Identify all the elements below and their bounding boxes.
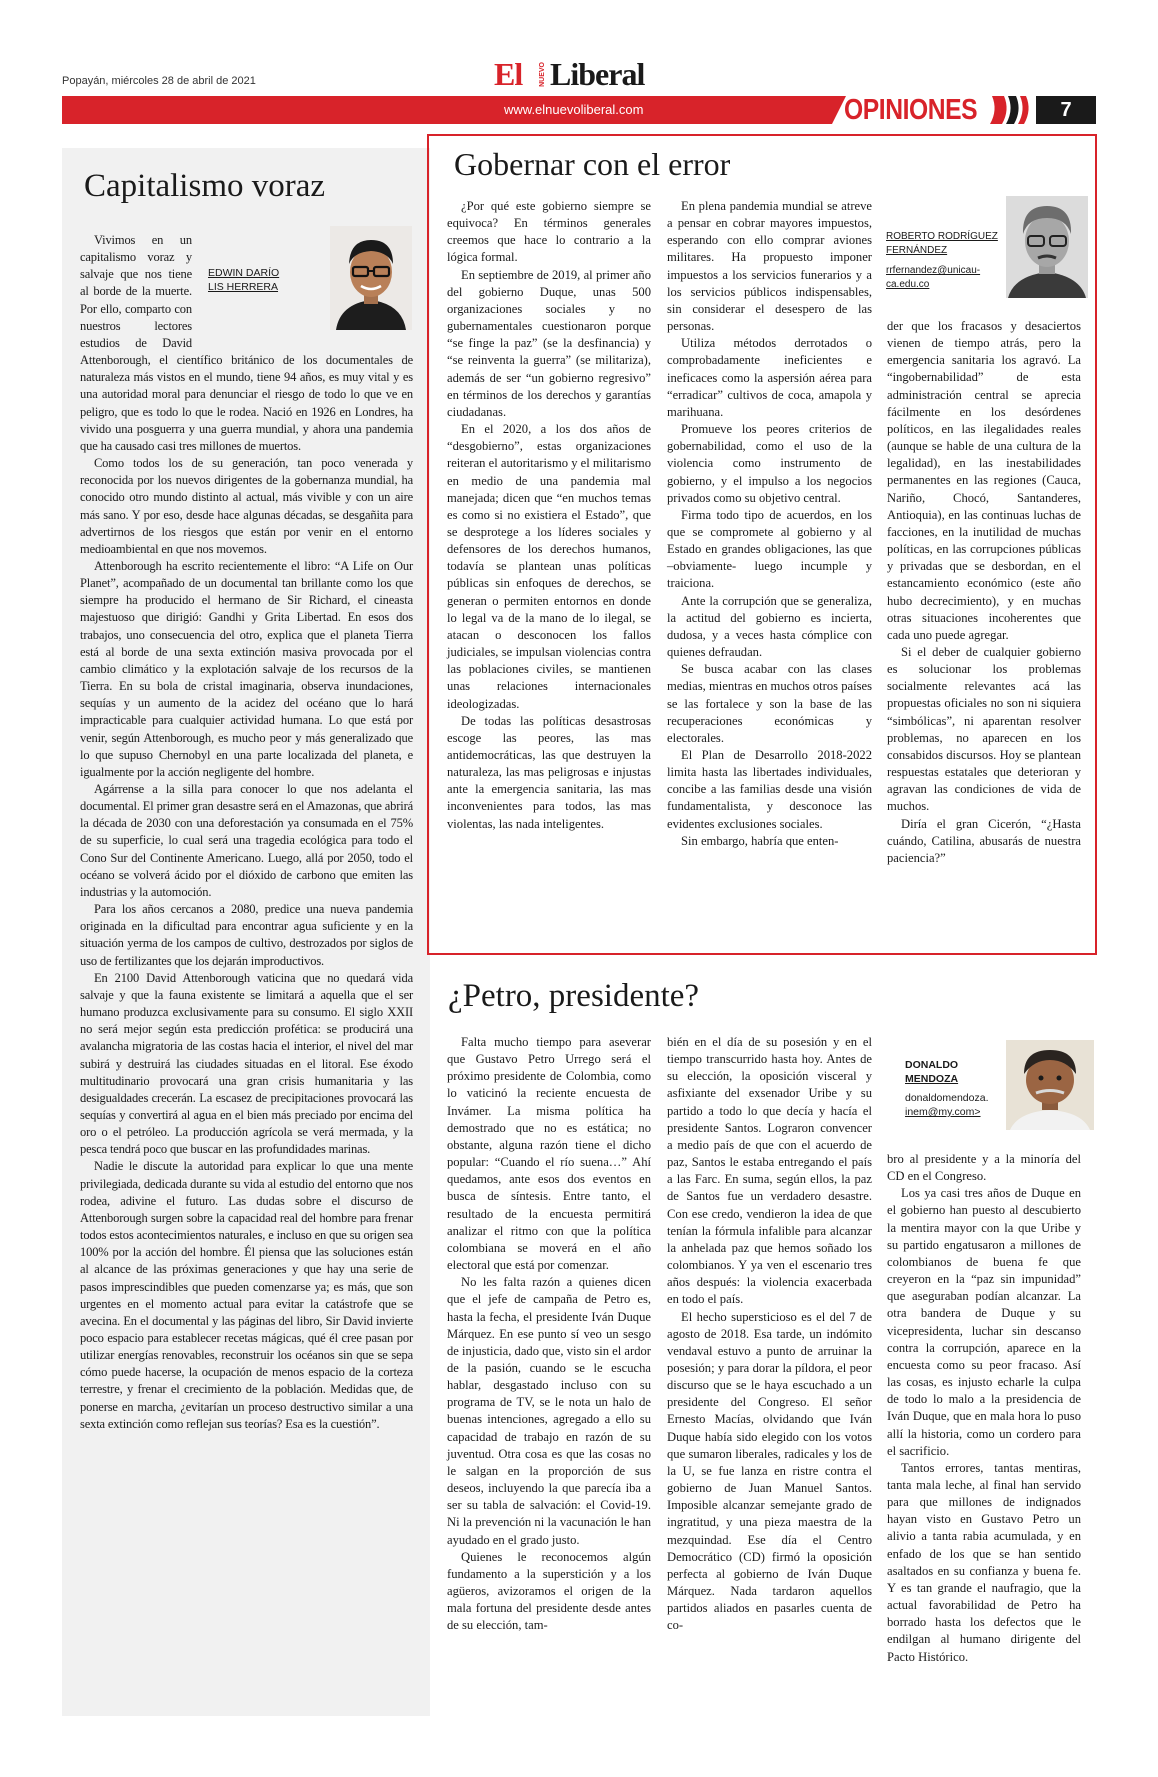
paragraph: El hecho supersticioso es el del 7 de agosto de 2018. Esa tarde, un indómito vendaval estuvo a punto de arruinar la posesión; y para dorar la píldora, el peor discurso que se le haya escuchado a un presidente del Congreso. El señor Ernesto Macías, olvidando que Iván Duque había sido elegido con los votos que sumaron liberales, radicales y los de la U, se fue lanza en ristre contra el gobierno de Juan Manuel Santos. Imposible alcanzar semejante grado de ingratitud, y una pieza maestra de la mezquindad. Ese día el Centro Democrático (CD) firmó la oposición perfecta al gobierno de Iván Duque Márquez. Nada tardaron aquellos partidos aliados en pasarles cuenta de co-	[667, 1309, 872, 1633]
paragraph: Falta mucho tiempo para aseverar que Gustavo Petro Urrego será el próximo presidente de Colombia, como lo vaticinó la reciente encuesta de Invámer. La misma política ha demostrado que no es estática; no obstante, alguna razón tiene el dicho popular: “Cuando el río suena…” Ahí quedamos, ante esos dos eventos en busca de síntesis. Entre tanto, el resultado de la encuesta permitirá analizar el ritmo con que la política colombiana se moverá en el año electoral que está por comenzar.	[447, 1035, 651, 1273]
author-email-line1[interactable]: rrfernandez@unicau-	[886, 265, 981, 276]
paragraph: Como todos los de su generación, tan poco venerada y reconocida por los nuevos dirigentes de la gobernanza mundial, ha conocido otro mundo distinto al actual, más vivible y con un aire más sano. Y por eso, desde hace algunas décadas, se desgañita para advertirnos de los riesgos que están por venir en el entorno medioambiental en que nos movemos.	[80, 456, 413, 556]
author-email-line1[interactable]: donaldomendoza.	[905, 1092, 989, 1104]
article-text	[80, 232, 413, 1433]
paragraph: Diría el gran Cicerón, “¿Hasta cuándo, Catilina, abusarás de nuestra paciencia?”	[887, 816, 1081, 865]
article-column-2	[667, 1034, 872, 1634]
author-email-line2[interactable]: inem@my.com>	[905, 1106, 981, 1118]
paragraph: Agárrense a la silla para conocer lo que nos adelanta el documental. El primer gran desastre será en el Amazonas, que abrirá la década de 2030 con una deforestación ya consumada en el 75% de su superficie, lo cual será una tragedia ecológica para todo el Cono Sur del Continente Americano. Luego, allá por 2050, todo el océano se volverá ácido por el dióxido de carbono que emiten las industrias y la automoción.	[80, 782, 413, 899]
author-name-line1: ROBERTO RODRÍGUEZ	[886, 231, 998, 242]
paragraph: En el 2020, a los dos años de “desgobierno”, estas organizaciones reiteran el autoritarismo y el militarismo en medio de una pandemia mal manejada; dicen que “en muchos temas es como si no existiera el Estado”, que se desprotege a los líderes sociales y defensores de los derechos humanos, todavía se plantean unas políticas públicas sin enfoques de derechos, se generan o permiten entornos en donde lo legal va de la mano de lo ilegal, se atacan o desconocen los fallos judiciales, se impulsan violencias contra las poblaciones civiles, se mantienen unas relaciones internacionales ideologizadas.	[447, 422, 651, 711]
paragraph: Sin embargo, habría que enten-	[681, 833, 839, 848]
article-title: Capitalismo voraz	[84, 168, 326, 204]
author-byline	[886, 230, 998, 292]
paragraph: Attenborough ha escrito recientemente el libro: “A Life on Our Planet”, acompañado de un documental tan brillante como los que siempre ha producido el hermano de Sir Richard, el cineasta majestuoso que dirigió: Gandhi y Grita Libertad. En esos dos trabajos, uno consecuencia del otro, explica que el planeta Tierra está al borde de una sexta extinción masiva provocada por el cambio climático y la explotación salvaje de los recursos de la Tierra. En su bola de cristal imaginaria, observa inundaciones, sequías y un aumento de la acidez del océano que lo hará impracticable para cualquier actividad humana. Lo que está por venir, según Attenborough, es mucho peor y más generalizado que lo que supuso Chernobyl en una parte localizada del planeta, e igualmente por la acción negligente del hombre.	[80, 558, 413, 779]
section-swoosh-icon	[990, 96, 1034, 124]
logo-nuevo: NUEVO	[539, 62, 546, 87]
section-title: OPINIONES	[844, 94, 978, 126]
paragraph: Si el deber de cualquier gobierno es solucionar los problemas socialmente relevantes acá las propuestas oficiales no son ni siquiera “simbólicas”, ni aparentan resolver problemas, no aparecen en los consabidos discursos. Hoy se plantean respuestas estatales que deterioran y agravan las condiciones de vida de muchos.	[887, 644, 1081, 814]
article-title: Gobernar con el error	[454, 146, 731, 182]
paragraph: Los ya casi tres años de Duque en el gobierno han puesto al descubierto la mentira mayor con la que Uribe y su partido engatusaron a millones de colombianos de buena fe que creyeron en la “paz sin impunidad” que aseguraban podían alcanzar. La otra bandera de Duque y su vicepresidenta, luchar sin descanso contra la corrupción, aparece en la encuesta como su peor fracaso. Así las cosas, es injusto echarle la culpa de todo lo malo a la presidencia de Iván Duque, que en mala hora lo puso allí la historia, como un cordero para el sacrificio.	[887, 1186, 1081, 1458]
article-column-2	[667, 198, 872, 850]
paragraph: Promueve los peores criterios de gobernabilidad, como el uso de la violencia como instrumento de gobierno, y el impulso a los negocios privados como su objetivo central.	[667, 422, 872, 505]
author-name-line1: DONALDO	[905, 1059, 959, 1071]
article-body	[80, 232, 413, 1433]
paragraph: En septiembre de 2019, al primer año del gobierno Duque, unas 500 organizaciones sociales y no gubernamentales cuestionaron porque “se finge la paz” (se la desfinancia) y “se reinventa la guerra” (se militariza), además de ser “un gobierno regresivo” en términos de los derechos y garantías ciudadanas.	[447, 267, 651, 419]
article-column-1	[447, 1034, 651, 1634]
author-photo-icon	[1006, 196, 1088, 298]
logo-el: El	[494, 56, 523, 92]
logo-liberal: Liberal	[550, 56, 645, 92]
article-column-3	[887, 318, 1081, 867]
paragraph: En plena pandemia mundial se atreve a pensar en cobrar mayores impuestos, esperando con ello comprar aviones militares. Ha propuesto imponer impuestos a los servicios funerarios y a los servicios públicos indispensables, sin considerar el desespero de las personas.	[667, 199, 872, 334]
author-name-line2: FERNÁNDEZ	[886, 245, 948, 256]
paragraph: Firma todo tipo de acuerdos, en los que se compromete al gobierno y al Estado en grandes obligaciones, las que –obviamente- luego incumple y traiciona.	[667, 507, 872, 591]
article-title: ¿Petro, presidente?	[448, 978, 700, 1014]
paragraph: Vivimos en un capitalismo voraz y salvaje que nos tiene al borde de la muerte. Por ello, comparto con nuestros lectores estudios de David Attenborough, el científico británico de los documentales de naturaleza más vistos en el mundo, tiene 94 años, es muy vital y es una autoridad moral para denunciar el riesgo de todo lo que ve en peligro, que es todo lo que le rodea. Nació en 1926 en Londres, ha vivido una posguerra y una guerra mundial, y ahora una pandemia que ha causado casi tres millones de muertos.	[80, 233, 413, 453]
paragraph: ¿Por qué este gobierno siempre se equivoca? En términos generales creemos que hace lo contrario a la lógica formal.	[447, 199, 651, 265]
paragraph: der que los fracasos y desaciertos vienen de tiempo atrás, pero la emergencia sanitaria los agravó. La “ingobernabilidad” de esta administración central se aprecia fácilmente en los desórdenes políticos, en las ilegalidades reales (aunque se hable de una cultura de la legalidad), en las inestabilidades permanentes en las regiones (Cauca, Nariño, Chocó, Santanderes, Antioquia), en las continuas luchas de facciones, en la inutilidad de muchas políticas, en las corrupciones públicas y privadas que se desbordan, en el estancamiento económico (este año hubo decrecimiento), y en muchas otras situaciones incoherentes que cada uno puede agregar.	[887, 319, 1081, 642]
paragraph: El Plan de Desarrollo 2018-2022 limita hasta las libertades individuales, concibe a las familias desde una visión fundamentalista, y desconoce las evidentes exclusiones sociales.	[667, 748, 872, 831]
page-number: 7	[1036, 96, 1096, 124]
paragraph: No les falta razón a quienes dicen que el jefe de campaña de Petro es, hasta la fecha, el presidente Iván Duque Márquez. En ese punto sí veo un sesgo de injusticia, dado que, visto sin el ardor de la pasión, cuando se le escucha hablar, desgastado incluso con su programa de TV, se le nota un halo de buenas intenciones, agregado a ello su capacidad de trabajo en razón de su juventud. Otra cosa es que las cosas no le salgan en la proporción de sus deseos, incluyendo la que parecía iba a ser su tabla de salvación: el Covid-19. Ni la prevención ni la vacunación le han ayudado en el grado justo.	[447, 1275, 651, 1547]
author-email-line2[interactable]: ca.edu.co	[886, 279, 930, 290]
paragraph: Ante la corrupción que se generaliza, la actitud del gobierno es incierta, dudosa, y a veces hasta cómplice con quienes defraudan.	[667, 593, 872, 660]
paragraph: Tantos errores, tantas mentiras, tanta mala leche, al final han servido para que millones de indignados hayan visto en Gustavo Petro un alivio a tanta rabia acumulada, y en enfado de los que se han sentido asaltados en su confianza y buena fe. Y es tan grande el naufragio, que la actual favorabilidad de Petro ha borrado hasta los defectos que le endilgan al humano dirigente del Pacto Histórico.	[887, 1460, 1081, 1664]
paragraph: Se busca acabar con las clases medias, mientras en muchos otros países se las fortalece y son la base de las recuperaciones económicas y electorales.	[667, 662, 872, 745]
paragraph: bién en el día de su posesión y en el tiempo transcurrido hasta hoy. Antes de su elección, la oposición visceral y asfixiante del exsenador Uribe y su partido a todo lo que decía y hacía el presidente Santos. Lograron convencer a medio país de que con el acuerdo de paz, Santos le estaba entregando el país a las Farc. En suma, según ellos, la paz de Santos fue un verdadero desastre. Con ese credo, vendieron la idea de que tenían la fórmula infalible para alcanzar la anhelada paz que hemos soñado los colombianos. Y ya ven el escenario tres años después: la violencia exacerbada en todo el país.	[667, 1035, 872, 1307]
paragraph: Nadie le discute la autoridad para explicar lo que una mente privilegiada, dedicada durante su vida al estudio del entorno que nos rodea, adivine el futuro. Las dudas sobre el discurso de Attenborough surgen sobre la capacidad real del hombre para frenar todos estos acontecimientos naturales, e incluso en que su origen sea 100% por la acción del hombre. Él piensa que las soluciones están al alcance de las próximas generaciones y que hay una serie de pasos imprescindibles que pueden comenzarse ya; es más, que son urgentes en el momento actual para evitar la catástrofe que se avecina. En el documental y las páginas del libro, Sir David invierte poco espacio para establecer recetas mágicas, qué él cree pasan por utilizar energías renovables, reconstruir los océanos sin que se sepa cómo puede hacerse, la ocupación de menos espacio de la corteza terrestre, y frenar el crecimiento de la población. Medidas que, de ponerse en marcha, ¿evitarían un proceso destructivo similar a una sexta extinción como reflejan sus teorías? Esa es la cuestión”.	[80, 1159, 413, 1431]
paragraph: Utiliza métodos derrotados o comprobadamente ineficientes e ineficaces como la aspersión aérea para “erradicar” cultivos de coca, amapola y marihuana.	[667, 336, 872, 419]
issue-date: Popayán, miércoles 28 de abril de 2021	[62, 75, 256, 87]
author-name-line1: EDWIN DARÍO	[208, 267, 280, 279]
paragraph: De todas las políticas desastrosas escoge las peores, las mas antidemocráticas, las que destruyen la naturaleza, las mas peligrosas e injustas ante la emergencia sanitaria, las mas inconvenientes para todos, las mas violentas, las nada inteligentes.	[447, 713, 651, 831]
author-byline	[905, 1058, 988, 1119]
site-url[interactable]: www.elnuevoliberal.com	[504, 102, 644, 117]
paragraph: Para los años cercanos a 2080, predice una nueva pandemia originada en la dificultad para encontrar agua suficiente y en la situación yerma de los campos de cultivo, destrozados por siglos de uso de fertilizantes que los dejarán improductivos.	[80, 902, 413, 968]
paragraph: En 2100 David Attenborough vaticina que no quedará vida salvaje y que la fauna existente se limitará a aquella que el ser humano produzca exclusivamente para su consumo. El siglo XXII no será mejor según esta predicción profética: se producirá una avalancha migratoria de las costas hacia el interior, el nivel del mar subirá y destruirá las ciudades situadas en el litoral. Ese éxodo multitudinario provocará una gran crisis humanitaria y las desigualdades crecerán. La escasez de precipitaciones provocará las sequías y convertirá al agua en el bien más preciado por encima del oro o el petróleo. La producción agrícola se verá mermada, y la pesca tendrá poco que buscar en las profundidades marinas.	[80, 970, 413, 1157]
header-red-bar	[62, 96, 832, 124]
article-column-3	[887, 1151, 1081, 1666]
paragraph: Quienes le reconocemos algún fundamento a la superstición y a los agüeros, avizoramos el origen de la mala fortuna del presidente desde antes de su elección, tam-	[447, 1549, 651, 1633]
paragraph: bro al presidente y a la minoría del CD en el Congreso.	[887, 1152, 1081, 1184]
author-name-line2: MENDOZA	[905, 1073, 959, 1085]
article-column-1	[447, 198, 651, 833]
author-name-line2: LIS HERRERA	[208, 281, 279, 293]
newspaper-logo[interactable]	[494, 56, 664, 92]
author-photo-icon	[1006, 1040, 1094, 1130]
